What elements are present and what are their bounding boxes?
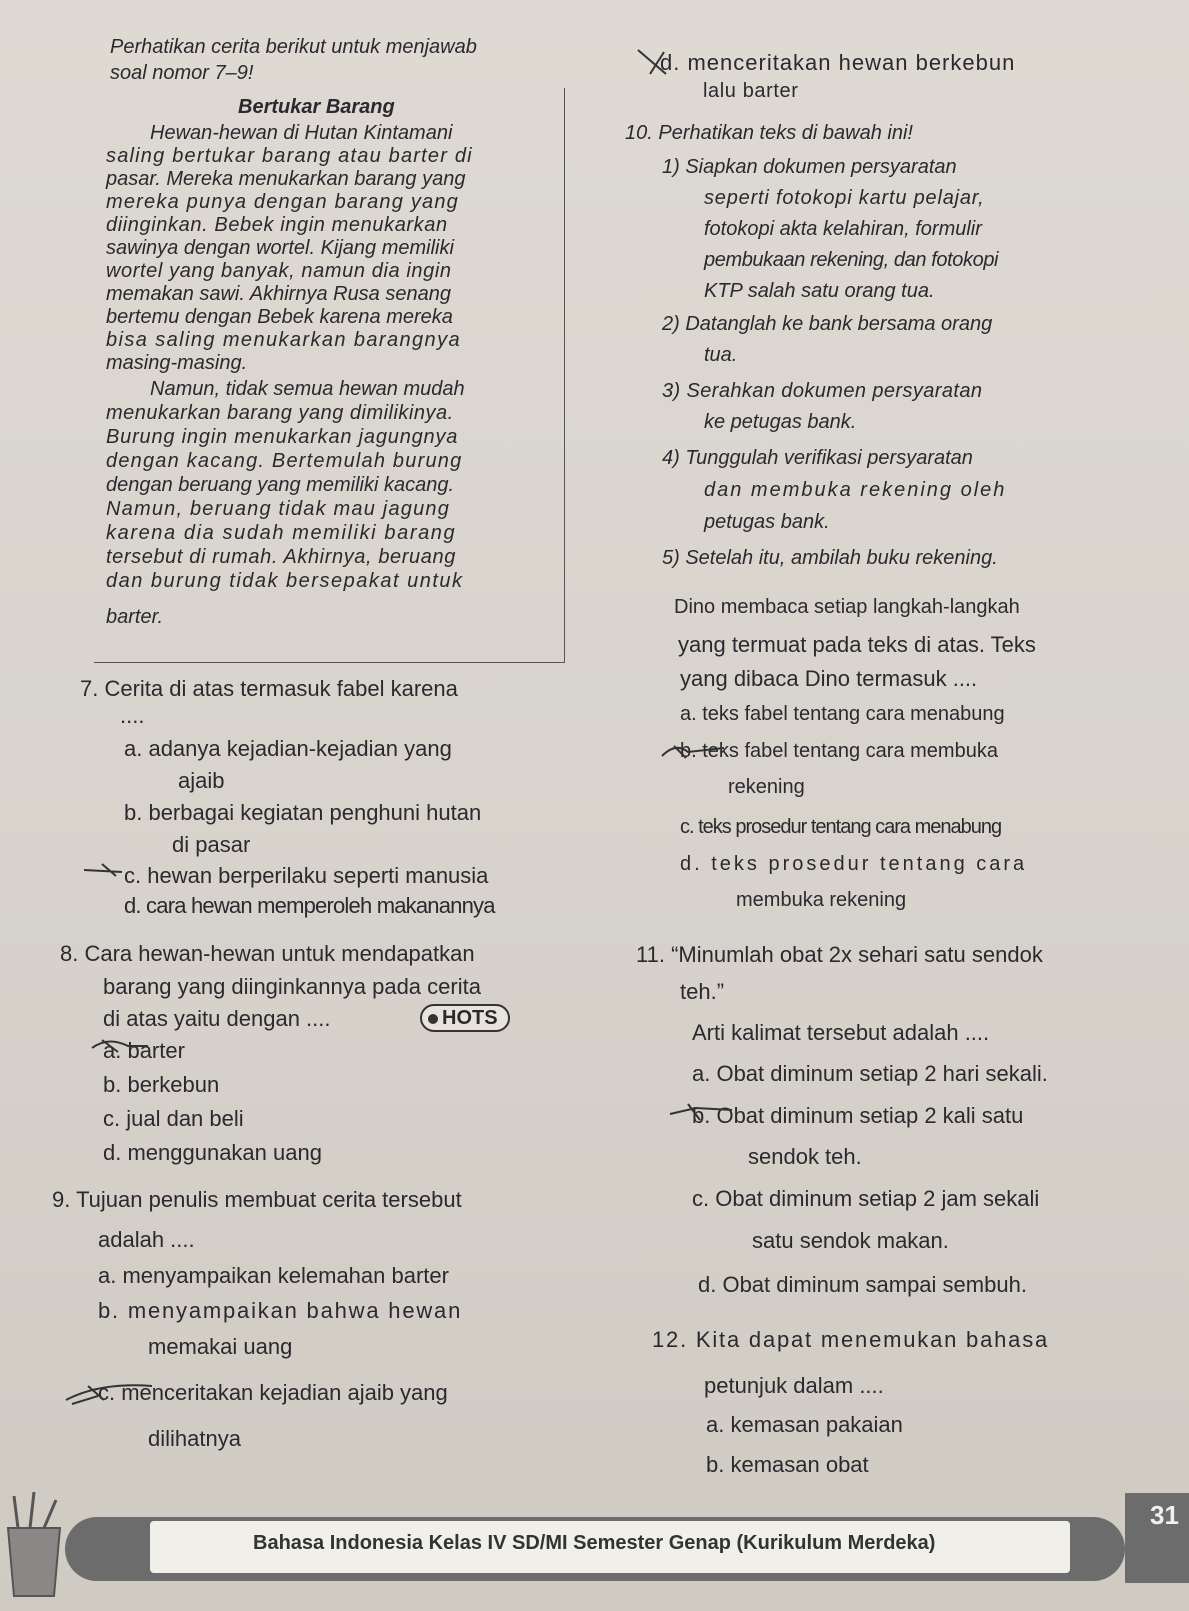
q7-option-a: a. adanya kejadian-kejadian yang [124, 736, 452, 761]
q11-option-a: a. Obat diminum setiap 2 hari sekali. [692, 1061, 1048, 1086]
story-line: Namun, tidak semua hewan mudah [150, 378, 465, 400]
answer-check-mark-icon [88, 1034, 150, 1058]
q10-option-d: d. teks prosedur tentang cara [680, 853, 1028, 875]
story-line: Burung ingin menukarkan jagungnya [106, 426, 459, 448]
q11-question-cont: teh.” [680, 979, 725, 1004]
q10-option-b-cont: rekening [728, 776, 805, 798]
q10-question: 10. Perhatikan teks di bawah ini! [625, 122, 913, 144]
q8-question-cont: barang yang diinginkannya pada cerita [103, 974, 481, 999]
q10-option-b: b. teks fabel tentang cara membuka [680, 740, 998, 762]
q10-option-a: a. teks fabel tentang cara menabung [680, 703, 1005, 725]
q10-prompt: Dino membaca setiap langkah-langkah [674, 596, 1020, 618]
q11-option-c: c. Obat diminum setiap 2 jam sekali [692, 1186, 1040, 1211]
q12-question-cont: petunjuk dalam .... [704, 1373, 884, 1398]
intro-line-2: soal nomor 7–9! [110, 62, 254, 84]
q8-option-d: d. menggunakan uang [103, 1140, 322, 1165]
story-line: tersebut di rumah. Akhirnya, beruang [106, 546, 456, 568]
q9-question-cont: adalah .... [98, 1227, 195, 1252]
q8-option-a: a. barter [103, 1038, 185, 1063]
q10-step-3: 3) Serahkan dokumen persyaratan [662, 380, 983, 402]
q12-question: 12. Kita dapat menemukan bahasa [652, 1327, 1050, 1352]
q10-step-4-cont: petugas bank. [704, 511, 830, 533]
q10-step-1-cont: pembukaan rekening, dan fotokopi [704, 249, 999, 271]
story-line: dan burung tidak bersepakat untuk [106, 570, 464, 592]
q8-question-cont: di atas yaitu dengan .... [103, 1006, 331, 1031]
q10-step-1-cont: fotokopi akta kelahiran, formulir [704, 218, 982, 240]
story-line: dengan beruang yang memiliki kacang. [106, 474, 454, 496]
story-line: karena dia sudah memiliki barang [106, 522, 457, 544]
q10-step-4: 4) Tunggulah verifikasi persyaratan [662, 447, 973, 469]
story-line: masing-masing. [106, 352, 248, 374]
answer-check-mark-icon [82, 860, 126, 882]
q7-option-d: d. cara hewan memperoleh makanannya [124, 893, 495, 918]
q7-question: 7. Cerita di atas termasuk fabel karena [80, 676, 458, 701]
q7-option-b-cont: di pasar [172, 832, 251, 857]
intro-line-1: Perhatikan cerita berikut untuk menjawab [110, 36, 477, 58]
q9-option-a: a. menyampaikan kelemahan barter [98, 1263, 449, 1288]
q10-prompt-cont: yang dibaca Dino termasuk .... [680, 666, 978, 691]
q12-option-b: b. kemasan obat [706, 1452, 869, 1477]
q7-option-b: b. berbagai kegiatan penghuni hutan [124, 800, 482, 825]
q10-step-1-cont: KTP salah satu orang tua. [704, 280, 935, 302]
q10-step-3-cont: ke petugas bank. [704, 411, 857, 433]
q11-option-d: d. Obat diminum sampai sembuh. [698, 1272, 1027, 1297]
story-line: dengan kacang. Bertemulah burung [106, 450, 463, 472]
q11-option-c-cont: satu sendok makan. [752, 1228, 949, 1253]
q9-option-d-cont: lalu barter [703, 80, 799, 102]
q7-option-a-cont: ajaib [178, 768, 225, 793]
q11-question: 11. “Minumlah obat 2x sehari satu sendok [636, 942, 1043, 967]
q10-step-1: 1) Siapkan dokumen persyaratan [662, 156, 957, 178]
story-title: Bertukar Barang [238, 96, 395, 118]
story-line: saling bertukar barang atau barter di [106, 145, 473, 167]
story-line: bertemu dengan Bebek karena mereka [106, 306, 453, 328]
story-line: wortel yang banyak, namun dia ingin [106, 260, 452, 282]
story-line: pasar. Mereka menukarkan barang yang [106, 168, 466, 190]
q8-option-b: b. berkebun [103, 1072, 220, 1097]
q10-step-1-cont: seperti fotokopi kartu pelajar, [704, 187, 985, 209]
page-number: 31 [1150, 1500, 1179, 1530]
q10-option-c: c. teks prosedur tentang cara menabung [680, 816, 1002, 838]
story-line: memakan sawi. Akhirnya Rusa senang [106, 283, 451, 305]
answer-check-mark-icon [658, 740, 728, 764]
q9-option-d: d. menceritakan hewan berkebun [660, 50, 1016, 75]
badge-dot-icon [428, 1014, 438, 1024]
story-line: Hewan-hewan di Hutan Kintamani [150, 122, 453, 144]
q9-option-c: c. menceritakan kejadian ajaib yang [98, 1380, 448, 1405]
story-line: sawinya dengan wortel. Kijang memiliki [106, 237, 454, 259]
q10-prompt-cont: yang termuat pada teks di atas. Teks [678, 632, 1036, 657]
q10-step-2: 2) Datanglah ke bank bersama orang [662, 313, 993, 335]
q9-question: 9. Tujuan penulis membuat cerita tersebut [52, 1187, 462, 1212]
q10-option-d-cont: membuka rekening [736, 889, 907, 911]
q7-question-cont: .... [120, 703, 145, 728]
q9-option-b-cont: memakai uang [148, 1334, 293, 1359]
q8-question: 8. Cara hewan-hewan untuk mendapatkan [60, 941, 475, 966]
story-line: menukarkan barang yang dimilikinya. [106, 402, 454, 424]
hots-badge [420, 1004, 510, 1032]
q9-option-b: b. menyampaikan bahwa hewan [98, 1298, 463, 1323]
q7-option-c: c. hewan berperilaku seperti manusia [124, 863, 489, 888]
q9-option-c-cont: dilihatnya [148, 1426, 241, 1451]
q12-option-a: a. kemasan pakaian [706, 1412, 903, 1437]
story-line: Namun, beruang tidak mau jagung [106, 498, 451, 520]
answer-check-mark-icon [636, 46, 686, 78]
story-line: bisa saling menukarkan barangnya [106, 329, 461, 351]
answer-check-mark-icon [60, 1378, 156, 1408]
footer-title: Bahasa Indonesia Kelas IV SD/MI Semester Genap (Kurikulum Merdeka) [253, 1532, 936, 1554]
q11-option-b-cont: sendok teh. [748, 1144, 862, 1169]
q8-option-c: c. jual dan beli [103, 1106, 244, 1131]
hots-label: HOTS [442, 1007, 498, 1029]
story-line: barter. [106, 606, 164, 628]
q10-step-2-cont: tua. [704, 344, 738, 366]
q10-step-4-cont: dan membuka rekening oleh [704, 479, 1007, 501]
q11-option-b: b. Obat diminum setiap 2 kali satu [692, 1103, 1024, 1128]
story-line: mereka punya dengan barang yang [106, 191, 459, 213]
answer-check-mark-icon [666, 1100, 736, 1126]
q11-question-cont: Arti kalimat tersebut adalah .... [692, 1020, 990, 1045]
q10-step-5: 5) Setelah itu, ambilah buku rekening. [662, 547, 998, 569]
story-line: diinginkan. Bebek ingin menukarkan [106, 214, 448, 236]
